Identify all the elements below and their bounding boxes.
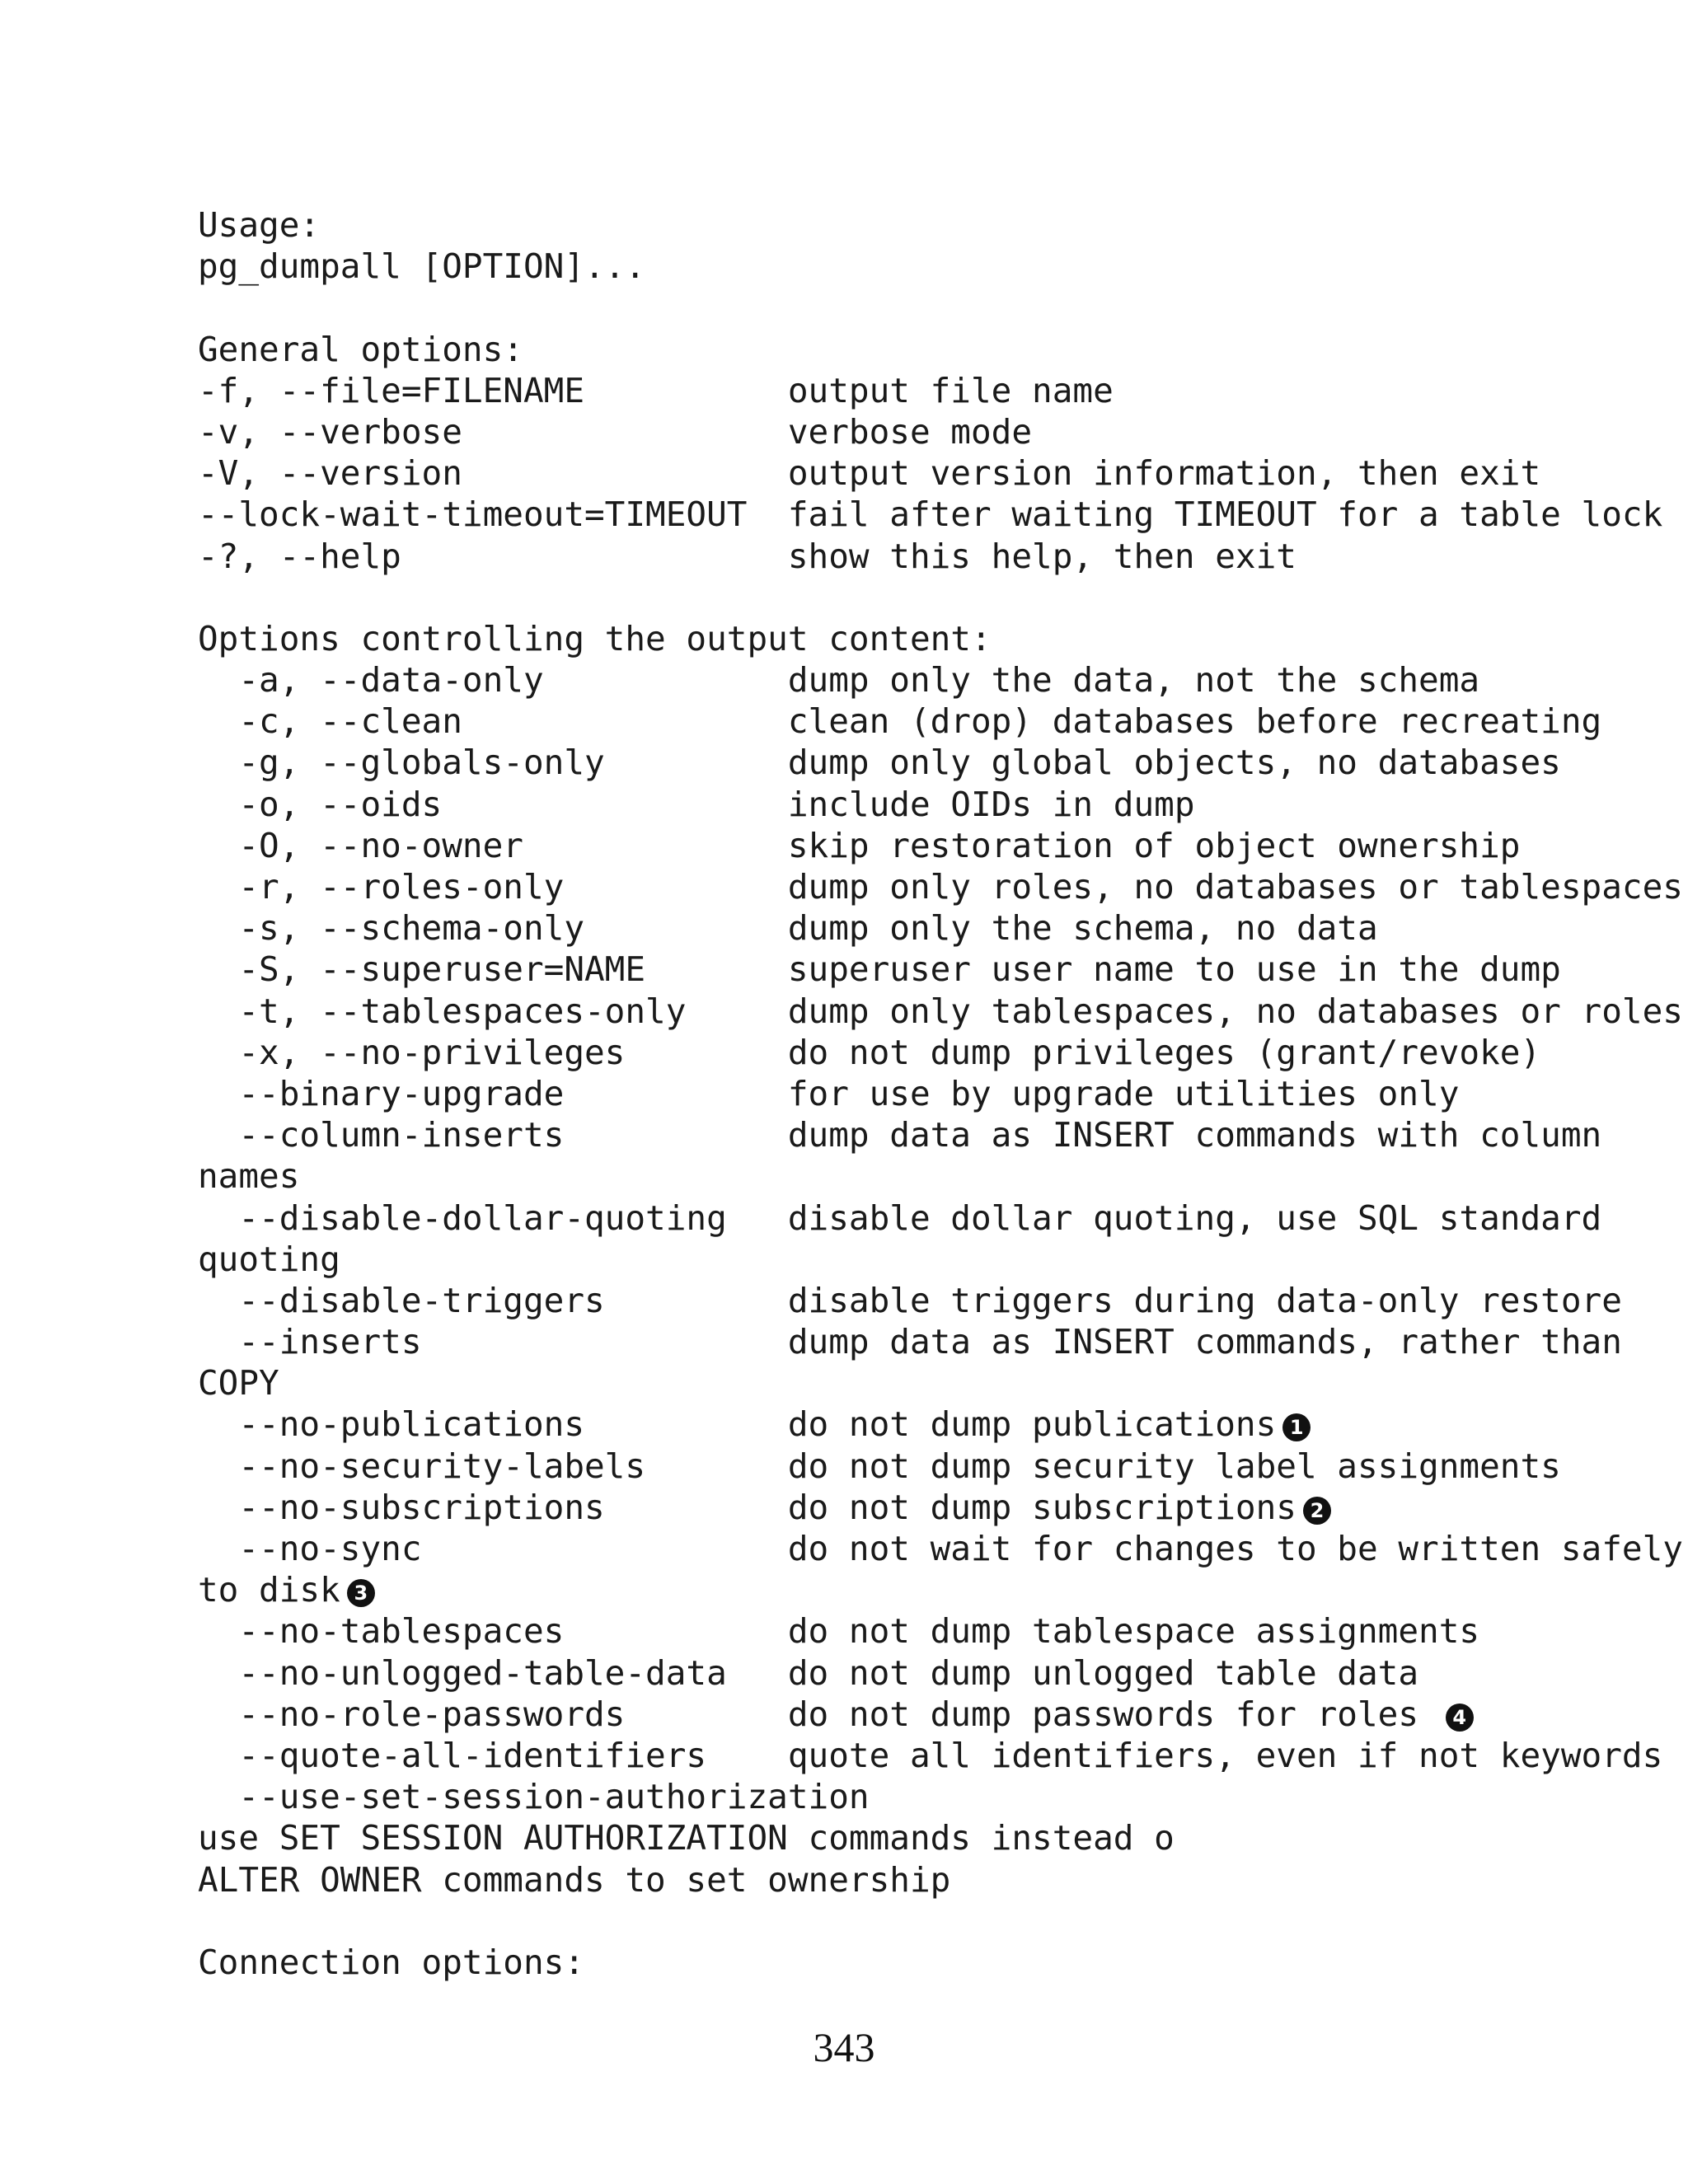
page-number: 343 xyxy=(813,2024,875,2070)
code-line-text: to disk xyxy=(198,1570,340,1610)
code-line xyxy=(198,907,1683,949)
code-line-text: quoting xyxy=(198,1239,340,1279)
code-line-text: --no-publications do not dump publications xyxy=(198,1404,1277,1445)
code-line-text: --no-security-labels do not dump security label assignments xyxy=(198,1446,1561,1486)
code-line-text: --column-inserts dump data as INSERT commands with column xyxy=(198,1115,1602,1155)
code-line-text: Connection options: xyxy=(198,1942,584,1982)
code-line-text: -S, --superuser=NAME superuser user name to use in the dump xyxy=(198,949,1561,990)
code-line-text: --lock-wait-timeout=TIMEOUT fail after waiting TIMEOUT for a table lock xyxy=(198,494,1663,535)
code-line-text: -t, --tablespaces-only dump only tablespaces, no databases or roles xyxy=(198,991,1683,1031)
code-line xyxy=(198,1446,1683,1487)
code-line-text: -o, --oids include OIDs in dump xyxy=(198,784,1195,824)
code-listing xyxy=(198,204,1683,1983)
code-line xyxy=(198,411,1683,452)
code-line-text: --binary-upgrade for use by upgrade utilities only xyxy=(198,1073,1460,1113)
code-line-text: General options: xyxy=(198,329,523,369)
code-line-text: --no-sync do not wait for changes to be written safely xyxy=(198,1529,1683,1568)
code-line xyxy=(198,1735,1683,1776)
code-line-text: --no-tablespaces do not dump tablespace assignments xyxy=(198,1611,1480,1652)
code-line xyxy=(198,701,1683,742)
callout-marker: 1 xyxy=(1282,1413,1311,1441)
code-line xyxy=(198,784,1683,825)
code-line xyxy=(198,618,1683,659)
code-line-text: pg_dumpall [OPTION]... xyxy=(198,246,646,287)
code-line xyxy=(198,329,1683,370)
code-line-text: -f, --file=FILENAME output file name xyxy=(198,370,1114,410)
code-line xyxy=(198,1569,1683,1610)
callout-marker: 4 xyxy=(1446,1704,1474,1732)
code-line-text: --disable-triggers disable triggers during data-only restore xyxy=(198,1280,1622,1320)
code-line-text: -?, --help show this help, then exit xyxy=(198,536,1296,576)
code-line-text: Usage: xyxy=(198,205,321,245)
code-line xyxy=(198,991,1683,1032)
code-line xyxy=(198,1652,1683,1694)
code-line xyxy=(198,1362,1683,1404)
code-line xyxy=(198,659,1683,701)
code-line-text: -v, --verbose verbose mode xyxy=(198,411,1033,452)
code-line-text: -x, --no-privileges do not dump privileges (grant/revoke) xyxy=(198,1032,1541,1072)
code-line xyxy=(198,1817,1683,1858)
code-line xyxy=(198,1197,1683,1239)
code-line xyxy=(198,1694,1683,1735)
code-line xyxy=(198,1280,1683,1321)
code-line-text: -g, --globals-only dump only global objects, no databases xyxy=(198,743,1561,783)
code-line xyxy=(198,494,1683,535)
code-line xyxy=(198,866,1683,907)
code-line xyxy=(198,536,1683,577)
code-line-text: -s, --schema-only dump only the schema, no data xyxy=(198,908,1378,949)
code-line xyxy=(198,949,1683,990)
code-line-text: -V, --version output version information, then exit xyxy=(198,453,1541,494)
code-line xyxy=(198,1321,1683,1362)
code-line-text: --disable-dollar-quoting disable dollar quoting, use SQL standard xyxy=(198,1197,1602,1238)
code-line-text: -r, --roles-only dump only roles, no databases or tablespaces xyxy=(198,867,1683,907)
code-line xyxy=(198,577,1683,618)
code-line xyxy=(198,204,1683,246)
code-line-text: -O, --no-owner skip restoration of object ownership xyxy=(198,825,1521,865)
code-line-text: use SET SESSION AUTHORIZATION commands instead o xyxy=(198,1818,1175,1858)
code-line-text: ALTER OWNER commands to set ownership xyxy=(198,1859,951,1900)
code-line-text: --no-unlogged-table-data do not dump unlogged table data xyxy=(198,1652,1419,1693)
code-line xyxy=(198,1487,1683,1528)
code-line xyxy=(198,370,1683,411)
code-line xyxy=(198,1073,1683,1114)
code-line xyxy=(198,452,1683,494)
code-line xyxy=(198,246,1683,287)
code-line xyxy=(198,1032,1683,1073)
code-line xyxy=(198,1859,1683,1900)
code-line xyxy=(198,1528,1683,1569)
code-line-text: COPY xyxy=(198,1363,279,1404)
code-line xyxy=(198,1114,1683,1155)
code-line-text: names xyxy=(198,1156,300,1197)
callout-marker: 2 xyxy=(1303,1497,1331,1525)
code-line xyxy=(198,1610,1683,1652)
code-line xyxy=(198,1404,1683,1445)
code-line-text: --quote-all-identifiers quote all identifiers, even if not keywords xyxy=(198,1735,1663,1775)
code-line-text: --no-role-passwords do not dump passwords for roles xyxy=(198,1694,1439,1734)
code-line-text: Options controlling the output content: xyxy=(198,618,992,658)
callout-marker: 3 xyxy=(347,1579,375,1607)
code-line-text: --inserts dump data as INSERT commands, rather than xyxy=(198,1322,1622,1362)
code-line xyxy=(198,1900,1683,1942)
code-line xyxy=(198,825,1683,866)
code-line xyxy=(198,1776,1683,1817)
code-line-text: -a, --data-only dump only the data, not the schema xyxy=(198,660,1480,701)
code-line-text: -c, --clean clean (drop) databases before recreating xyxy=(198,701,1602,742)
code-line xyxy=(198,742,1683,783)
code-line xyxy=(198,1239,1683,1280)
code-line-text: --use-set-session-authorization xyxy=(198,1777,870,1817)
code-line xyxy=(198,1942,1683,1983)
code-line xyxy=(198,1155,1683,1197)
code-line-text: --no-subscriptions do not dump subscriptions xyxy=(198,1487,1296,1527)
code-line xyxy=(198,287,1683,328)
